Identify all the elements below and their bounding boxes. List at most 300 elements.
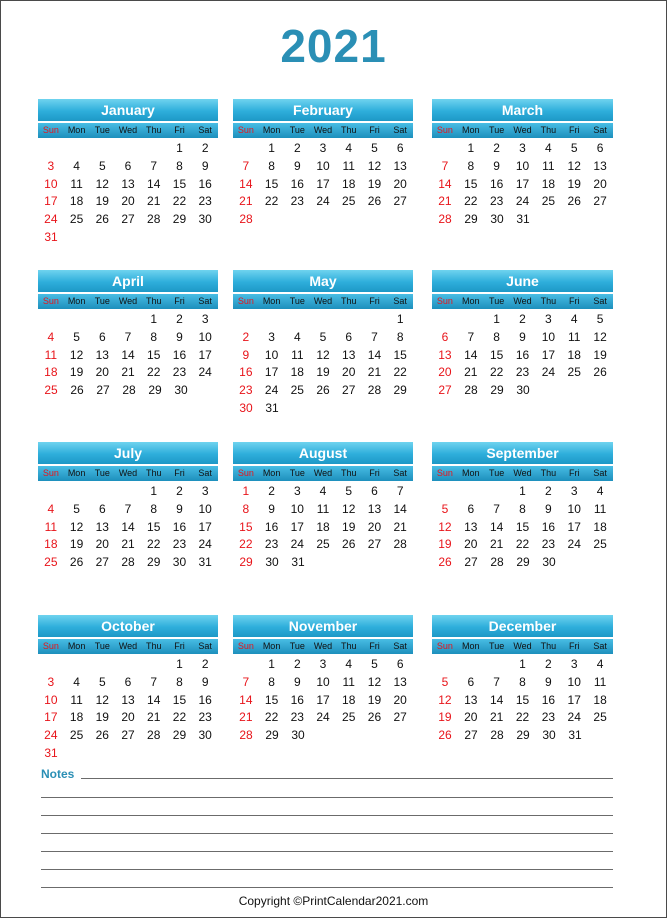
copyright-text: Copyright ©PrintCalendar2021.com [238, 894, 429, 908]
day-number: 7 [396, 484, 404, 498]
day-number: 6 [124, 158, 132, 173]
day-number: 20 [393, 176, 407, 191]
day-number: 19 [593, 347, 607, 362]
note-line [41, 869, 613, 870]
day-number: 24 [198, 537, 212, 552]
empty-day [458, 311, 484, 329]
day-number: 6 [396, 141, 404, 155]
day-number: 20 [393, 692, 407, 707]
weekday-label: Sat [593, 125, 607, 135]
day-number: 14 [121, 519, 135, 534]
empty-day [233, 140, 259, 158]
day-number: 8 [176, 158, 183, 173]
day-number: 18 [69, 710, 84, 725]
day-number: 22 [393, 365, 407, 380]
day-number: 24 [316, 710, 330, 725]
month-days [432, 656, 613, 745]
day-number: 27 [438, 383, 452, 398]
day-number: 17 [515, 176, 530, 191]
empty-day [89, 656, 115, 674]
day-number: 15 [172, 176, 187, 191]
week-row [38, 229, 218, 247]
day-number: 7 [124, 501, 132, 516]
week-row [38, 536, 218, 554]
day-number: 29 [148, 383, 162, 398]
weekday-label: Sun [436, 468, 453, 478]
day-number: 23 [541, 710, 556, 725]
empty-day [458, 656, 484, 674]
day-number: 9 [268, 501, 275, 516]
weekday-label: Wed [118, 296, 138, 306]
weekday-label: Tue [289, 468, 305, 478]
day-number: 29 [516, 555, 530, 570]
day-number: 28 [147, 728, 161, 743]
day-number: 21 [121, 537, 135, 552]
day-number: 22 [147, 365, 161, 380]
day-number: 26 [567, 194, 581, 209]
day-number: 18 [342, 692, 356, 707]
weekday-header [38, 123, 218, 138]
day-number: 25 [593, 537, 607, 552]
day-number: 17 [198, 519, 212, 534]
day-number: 27 [95, 555, 109, 570]
week-row [432, 382, 613, 400]
weekday-label: Fri [568, 296, 580, 306]
day-number: 19 [342, 519, 356, 534]
day-number: 14 [489, 519, 504, 534]
week-row [233, 364, 413, 382]
day-number: 15 [393, 347, 407, 362]
day-number: 19 [438, 710, 452, 725]
day-number: 12 [567, 158, 581, 173]
day-number: 4 [73, 158, 80, 173]
day-number: 21 [147, 710, 161, 725]
day-number: 18 [316, 519, 330, 534]
day-number: 10 [567, 501, 581, 516]
weekday-label: Mon [462, 296, 480, 306]
day-number: 30 [172, 555, 187, 570]
empty-day [89, 311, 115, 329]
weekday-label: Tue [489, 641, 505, 651]
empty-day [432, 656, 458, 674]
empty-day [64, 483, 90, 501]
weekday-header [233, 123, 413, 138]
day-number: 9 [519, 329, 526, 344]
empty-day [233, 311, 259, 329]
day-number: 1 [396, 312, 404, 326]
day-number: 16 [290, 176, 304, 191]
day-number: 8 [519, 674, 526, 689]
day-number: 6 [98, 329, 106, 344]
weekday-label: Tue [94, 468, 110, 478]
day-number: 23 [198, 194, 212, 209]
month-september [432, 442, 613, 572]
month-name: December [432, 615, 613, 637]
month-name: January [38, 99, 218, 121]
day-number: 20 [121, 194, 135, 209]
weekday-header [38, 639, 218, 654]
day-number: 2 [545, 657, 552, 671]
notes-label: Notes [41, 767, 75, 781]
weekday-label: Wed [313, 641, 333, 651]
weekday-label: Sat [593, 296, 607, 306]
day-number: 22 [264, 194, 279, 209]
day-number: 3 [570, 484, 578, 498]
empty-day [233, 656, 259, 674]
day-number: 8 [268, 674, 275, 689]
day-number: 11 [593, 674, 607, 689]
day-number: 10 [316, 674, 330, 689]
day-number: 18 [44, 365, 58, 380]
day-number: 17 [316, 176, 330, 191]
day-number: 8 [242, 501, 250, 516]
month-name: September [432, 442, 613, 464]
day-number: 14 [393, 501, 407, 516]
day-number: 12 [95, 176, 109, 191]
weekday-label: Mon [462, 125, 480, 135]
weekday-label: Fri [174, 296, 185, 306]
day-number: 10 [198, 501, 212, 516]
day-number: 25 [567, 365, 581, 380]
day-number: 9 [293, 158, 301, 173]
day-number: 20 [342, 365, 356, 380]
empty-day [38, 483, 64, 501]
month-days [233, 140, 413, 229]
day-number: 10 [567, 674, 581, 689]
day-number: 17 [290, 519, 304, 534]
week-row [38, 347, 218, 365]
day-number: 2 [545, 484, 552, 498]
weekday-label: Thu [540, 125, 557, 135]
month-february [233, 99, 413, 229]
day-number: 1 [519, 657, 526, 671]
day-number: 22 [515, 710, 530, 725]
week-row [432, 554, 613, 572]
day-number: 13 [393, 158, 407, 173]
day-number: 11 [291, 347, 304, 362]
month-days [38, 140, 218, 247]
day-number: 24 [567, 710, 581, 725]
day-number: 20 [593, 176, 607, 191]
weekday-label: Fri [369, 468, 380, 478]
week-row [432, 656, 613, 674]
day-number: 3 [47, 674, 55, 689]
day-number: 1 [268, 141, 275, 155]
weekday-label: Sat [198, 296, 212, 306]
weekday-label: Sat [198, 468, 212, 478]
week-row [233, 536, 413, 554]
weekday-label: Sun [42, 641, 59, 651]
week-row [233, 501, 413, 519]
day-number: 1 [176, 657, 183, 671]
empty-day [64, 656, 90, 674]
day-number: 14 [239, 692, 253, 707]
empty-day [64, 311, 90, 329]
day-number: 1 [268, 657, 275, 671]
day-number: 4 [47, 501, 55, 516]
day-number: 17 [198, 347, 212, 362]
day-number: 27 [96, 383, 110, 398]
week-row [233, 519, 413, 537]
day-number: 17 [316, 692, 330, 707]
day-number: 23 [264, 537, 279, 552]
day-number: 10 [316, 158, 330, 173]
day-number: 27 [121, 212, 135, 227]
day-number: 26 [367, 194, 382, 209]
day-number: 28 [239, 212, 253, 227]
week-row [233, 329, 413, 347]
day-number: 16 [489, 176, 504, 191]
week-row [38, 501, 218, 519]
day-number: 28 [121, 555, 135, 570]
weekday-label: Tue [489, 468, 505, 478]
day-number: 26 [342, 537, 356, 552]
day-number: 5 [371, 657, 378, 671]
day-number: 23 [290, 710, 304, 725]
day-number: 8 [467, 158, 475, 173]
day-number: 24 [290, 537, 304, 552]
day-number: 19 [95, 710, 109, 725]
day-number: 27 [121, 728, 135, 743]
day-number: 16 [198, 692, 212, 707]
day-number: 15 [147, 347, 161, 362]
day-number: 1 [242, 484, 250, 498]
note-line [41, 833, 613, 834]
weekday-label: Thu [145, 641, 162, 651]
week-row [432, 364, 613, 382]
month-march [432, 99, 613, 229]
day-number: 2 [268, 484, 275, 498]
day-number: 20 [464, 710, 478, 725]
day-number: 27 [464, 555, 478, 570]
day-number: 14 [147, 176, 161, 191]
day-number: 7 [493, 501, 500, 516]
weekday-header [233, 466, 413, 481]
day-number: 27 [593, 194, 607, 209]
day-number: 3 [319, 657, 327, 671]
week-row [432, 329, 613, 347]
empty-day [310, 311, 336, 329]
weekday-label: Wed [118, 641, 138, 651]
day-number: 28 [367, 383, 382, 398]
day-number: 15 [464, 176, 478, 191]
day-number: 7 [493, 674, 500, 689]
day-number: 17 [541, 347, 556, 362]
weekday-label: Mon [262, 296, 281, 306]
day-number: 16 [541, 692, 556, 707]
day-number: 7 [150, 674, 158, 689]
day-number: 11 [542, 158, 555, 173]
week-row [233, 674, 413, 692]
day-number: 19 [316, 365, 330, 380]
day-number: 28 [122, 383, 136, 398]
week-row [432, 176, 613, 194]
empty-day [38, 656, 64, 674]
month-name: May [233, 270, 413, 292]
week-row [432, 483, 613, 501]
day-number: 15 [264, 176, 279, 191]
day-number: 19 [438, 537, 452, 552]
weekday-label: Mon [67, 641, 86, 651]
day-number: 7 [371, 329, 378, 344]
day-number: 25 [541, 194, 556, 209]
weekday-label: Sun [436, 125, 453, 135]
day-number: 26 [95, 212, 109, 227]
day-number: 2 [242, 329, 250, 344]
empty-day [484, 656, 510, 674]
day-number: 31 [44, 745, 58, 760]
day-number: 16 [172, 347, 187, 362]
month-january [38, 99, 218, 247]
weekday-label: Thu [540, 641, 557, 651]
month-name: March [432, 99, 613, 121]
day-number: 29 [239, 555, 253, 570]
month-may [233, 270, 413, 418]
day-number: 10 [290, 501, 304, 516]
empty-day [432, 483, 458, 501]
day-number: 11 [593, 501, 607, 516]
week-row [38, 483, 218, 501]
week-row [432, 158, 613, 176]
day-number: 25 [44, 383, 58, 398]
weekday-label: Fri [369, 296, 380, 306]
day-number: 9 [242, 347, 250, 362]
day-number: 5 [596, 312, 604, 326]
week-row [38, 211, 218, 229]
week-row [233, 347, 413, 365]
weekday-label: Sat [593, 641, 607, 651]
day-number: 9 [176, 501, 183, 516]
weekday-label: Mon [262, 468, 281, 478]
day-number: 22 [172, 194, 187, 209]
note-line [41, 851, 613, 852]
day-number: 4 [596, 657, 604, 671]
day-number: 25 [316, 537, 330, 552]
day-number: 28 [147, 212, 161, 227]
day-number: 18 [69, 194, 84, 209]
month-july [38, 442, 218, 572]
empty-day [141, 656, 167, 674]
note-line [41, 797, 613, 798]
day-number: 29 [172, 728, 187, 743]
day-number: 23 [290, 194, 304, 209]
day-number: 4 [47, 329, 55, 344]
day-number: 7 [467, 329, 475, 344]
day-number: 14 [438, 176, 452, 191]
day-number: 26 [95, 728, 109, 743]
day-number: 30 [265, 555, 279, 570]
empty-day [141, 140, 167, 158]
month-october [38, 615, 218, 763]
weekday-label: Tue [94, 296, 110, 306]
day-number: 3 [545, 312, 552, 326]
empty-day [115, 311, 141, 329]
day-number: 14 [121, 347, 135, 362]
day-number: 31 [568, 728, 582, 743]
day-number: 9 [293, 674, 301, 689]
day-number: 24 [541, 365, 556, 380]
day-number: 19 [367, 692, 382, 707]
day-number: 30 [490, 212, 504, 227]
day-number: 12 [438, 519, 452, 534]
day-number: 23 [515, 365, 530, 380]
day-number: 11 [70, 692, 83, 707]
day-number: 12 [367, 158, 382, 173]
weekday-label: Mon [262, 641, 281, 651]
day-number: 22 [515, 537, 530, 552]
month-december [432, 615, 613, 745]
page-title: 2021 [280, 20, 387, 72]
weekday-label: Mon [67, 296, 86, 306]
day-number: 15 [515, 692, 530, 707]
weekday-label: Wed [513, 296, 532, 306]
day-number: 9 [545, 501, 552, 516]
day-number: 3 [201, 484, 209, 498]
week-row [38, 519, 218, 537]
week-row [432, 692, 613, 710]
day-number: 12 [438, 692, 452, 707]
weekday-header [432, 639, 613, 654]
day-number: 6 [98, 501, 106, 516]
day-number: 22 [172, 710, 187, 725]
day-number: 12 [593, 329, 607, 344]
month-name: November [233, 615, 413, 637]
day-number: 24 [264, 383, 279, 398]
week-row [432, 501, 613, 519]
day-number: 29 [393, 383, 407, 398]
week-row [233, 727, 413, 745]
weekday-label: Sat [393, 296, 407, 306]
day-number: 19 [367, 176, 382, 191]
day-number: 18 [593, 692, 607, 707]
week-row [38, 674, 218, 692]
week-row [38, 709, 218, 727]
day-number: 27 [393, 710, 407, 725]
day-number: 26 [593, 365, 607, 380]
week-row [38, 554, 218, 572]
month-name: April [38, 270, 218, 292]
day-number: 5 [73, 329, 80, 344]
day-number: 16 [264, 519, 279, 534]
day-number: 28 [490, 555, 504, 570]
day-number: 10 [264, 347, 279, 362]
week-row [233, 311, 413, 329]
day-number: 17 [44, 710, 58, 725]
day-number: 29 [147, 555, 161, 570]
day-number: 10 [515, 158, 530, 173]
weekday-label: Tue [289, 125, 305, 135]
weekday-label: Wed [313, 125, 333, 135]
day-number: 5 [98, 674, 106, 689]
day-number: 25 [69, 728, 84, 743]
day-number: 9 [201, 674, 209, 689]
weekday-label: Wed [118, 468, 138, 478]
day-number: 29 [265, 728, 279, 743]
week-row [38, 727, 218, 745]
week-row [38, 364, 218, 382]
month-days [432, 140, 613, 229]
weekday-label: Sat [393, 468, 407, 478]
weekday-label: Wed [513, 641, 532, 651]
day-number: 10 [44, 692, 58, 707]
day-number: 11 [316, 501, 330, 516]
month-august [233, 442, 413, 572]
day-number: 24 [198, 365, 212, 380]
weekday-label: Sat [198, 641, 212, 651]
day-number: 29 [172, 212, 187, 227]
day-number: 4 [570, 312, 578, 326]
week-row [38, 176, 218, 194]
